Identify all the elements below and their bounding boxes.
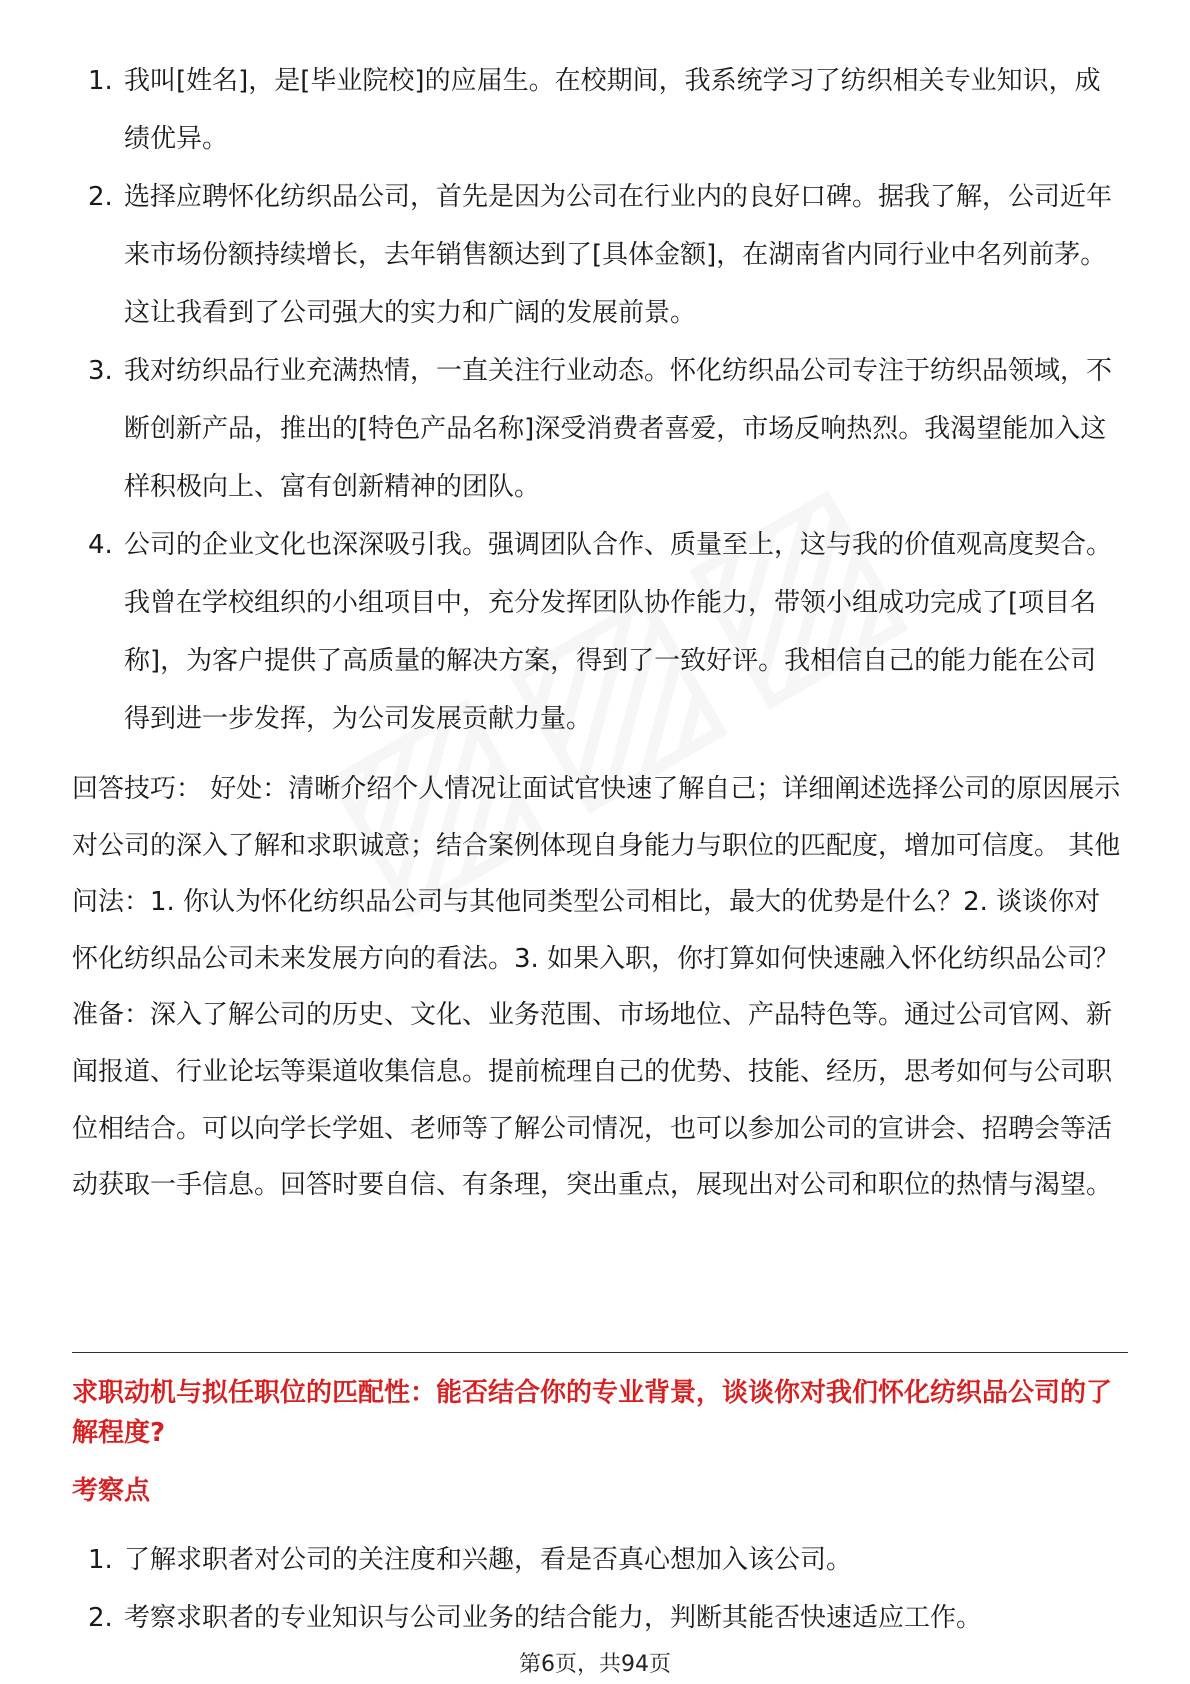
section-label: 考察点 <box>72 1476 151 1506</box>
answer-tips-paragraph: 回答技巧： 好处：清晰介绍个人情况让面试官快速了解自己；详细阐述选择公司的原因展示对公司的深入了解和求职诚意；结合案例体现自身能力与职位的匹配度，增加可信度。 其他问法：1. 你认为怀化纺织品公司与其他同类型公司相比，最大的优势是什么？2. 谈谈你对怀化纺织品公司未来发展方向的看法。3. 如果入职，你打算如何快速融入怀化纺织品公司？ 准备：深入了解公司的历史、文化、业务范围、市场地位、产品特色等。通过公司官网、新闻报道、行业论坛等渠道收集信息。提前梳理自己的优势、技能、经历，思考如何与公司职位相结合。可以向学长学姐、老师等了解公司情况，也可以参加公司的宣讲会、招聘会等活动获取一手信息。回答时要自信、有条理，突出重点，展现出对公司和职位的热情与渴望。 <box>72 774 1121 1201</box>
answer-text: 我叫[姓名]，是[毕业院校]的应届生。在校期间，我系统学习了纺织相关专业知识，成绩优异。 <box>124 66 1101 154</box>
answer-text: 公司的企业文化也深深吸引我。强调团队合作、质量至上，这与我的价值观高度契合。我曾在学校组织的小组项目中，充分发挥团队协作能力，带领小组成功完成了[项目名称]，为客户提供了高质量的解决方案，得到了一致好评。我相信自己的能力能在公司得到进一步发挥，为公司发展贡献力量。 <box>124 530 1113 734</box>
answer-item <box>72 168 1122 342</box>
answer-item <box>72 516 1122 748</box>
assessment-points-list <box>72 1540 1122 1656</box>
answer-item <box>72 342 1122 516</box>
assessment-point <box>72 1598 1122 1638</box>
answer-item <box>72 52 1122 168</box>
answer-list <box>72 52 1122 748</box>
point-text: 考察求职者的专业知识与公司业务的结合能力，判断其能否快速适应工作。 <box>124 1603 983 1633</box>
answer-text: 我对纺织品行业充满热情，一直关注行业动态。怀化纺织品公司专注于纺织品领域，不断创新产品，推出的[特色产品名称]深受消费者喜爱，市场反响热烈。我渴望能加入这样积极向上、富有创新精神的团队。 <box>124 356 1113 502</box>
list-number: 2. <box>88 182 113 212</box>
answer-text: 选择应聘怀化纺织品公司，首先是因为公司在行业内的良好口碑。据我了解，公司近年来市场份额持续增长，去年销售额达到了[具体金额]，在湖南省内同行业中名列前茅。这让我看到了公司强大的实力和广阔的发展前景。 <box>124 182 1113 328</box>
question-title: 求职动机与拟任职位的匹配性：能否结合你的专业背景，谈谈你对我们怀化纺织品公司的了解程度? <box>72 1378 1113 1448</box>
point-text: 了解求职者对公司的关注度和兴趣，看是否真心想加入该公司。 <box>124 1545 853 1575</box>
assessment-point <box>72 1540 1122 1580</box>
list-number: 2. <box>88 1603 113 1633</box>
section-divider <box>72 1352 1128 1353</box>
page-footer: 第6页，共94页 <box>519 1652 671 1677</box>
list-number: 3. <box>88 356 113 386</box>
list-number: 1. <box>88 1545 113 1575</box>
list-number: 4. <box>88 530 113 560</box>
list-number: 1. <box>88 66 113 96</box>
